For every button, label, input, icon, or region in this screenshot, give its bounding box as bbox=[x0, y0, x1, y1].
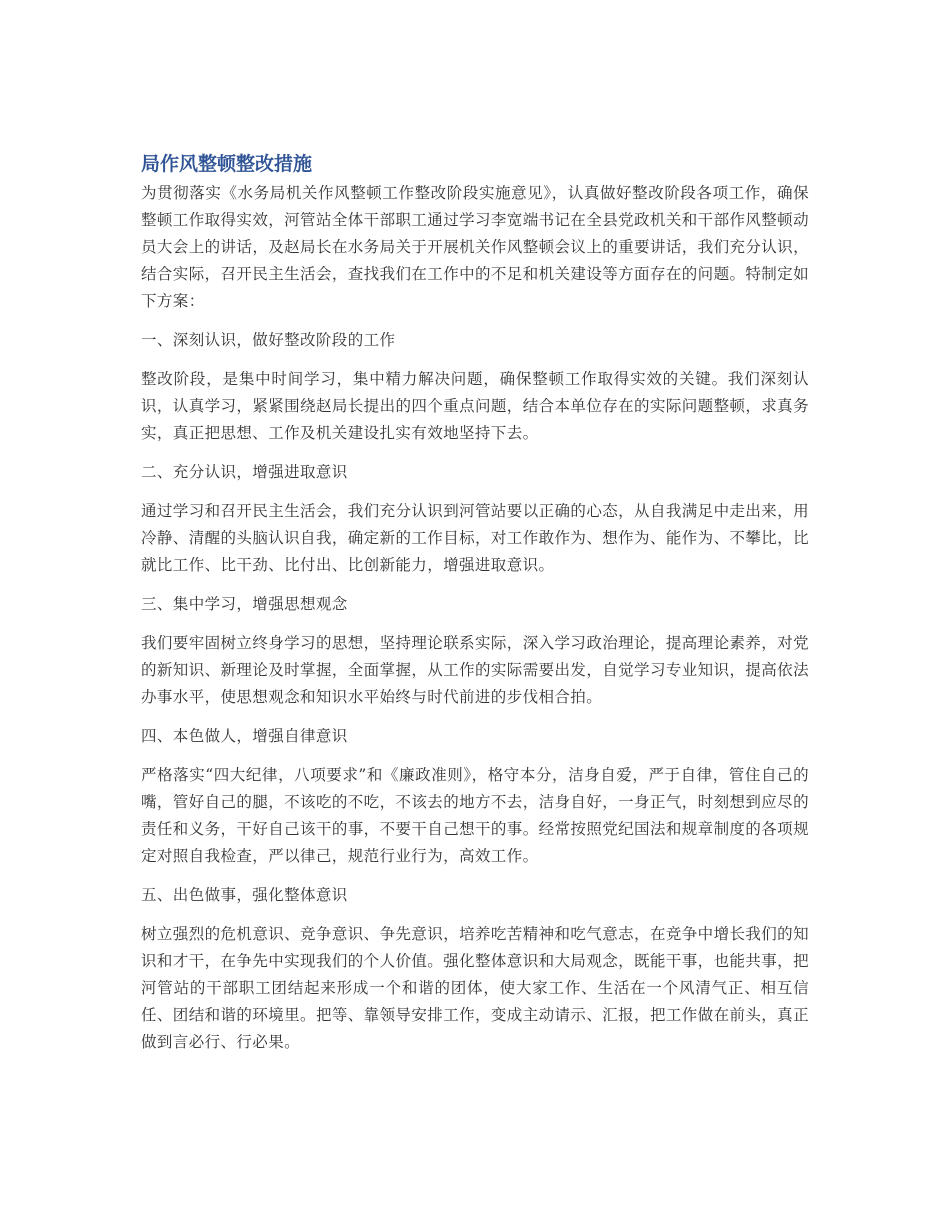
intro-paragraph: 为贯彻落实《水务局机关作风整顿工作整改阶段实施意见》，认真做好整改阶段各项工作，确保整顿工作取得实效，河管站全体干部职工通过学习李宽端书记在全县党政机关和干部作风整顿动员大会上的讲话，及赵局长在水务局关于开展机关作风整顿会议上的重要讲话，我们充分认识，结合实际，召开民主生活会，查找我们在工作中的不足和机关建设等方面存在的问题。特制定如下方案： bbox=[141, 184, 809, 310]
section-heading-1: 一、深刻认识，做好整改阶段的工作 bbox=[141, 331, 396, 349]
document-title: 局作风整顿整改措施 bbox=[141, 153, 313, 175]
document-page bbox=[141, 150, 809, 1056]
section-body-2: 通过学习和召开民主生活会，我们充分认识到河管站要以正确的心态，从自我满足中走出来，用冷静、清醒的头脑认识自我，确定新的工作目标，对工作敢作为、想作为、能作为、不攀比，比就比工作、比干劲、比付出、比创新能力，增强进取意识。 bbox=[141, 502, 809, 574]
section-heading-5: 五、出色做事，强化整体意识 bbox=[141, 886, 348, 904]
section-body-3: 我们要牢固树立终身学习的思想，坚持理论联系实际，深入学习政治理论，提高理论素养，对党的新知识、新理论及时掌握，全面掌握，从工作的实际需要出发，自觉学习专业知识，提高依法办事水平，使思想观念和知识水平始终与时代前进的步伐相合拍。 bbox=[141, 634, 809, 706]
section-heading-3: 三、集中学习，增强思想观念 bbox=[141, 595, 348, 613]
section-body-4: 严格落实“四大纪律，八项要求”和《廉政准则》，格守本分，洁身自爱，严于自律，管住自己的嘴，管好自己的腿，不该吃的不吃，不该去的地方不去，洁身自好，一身正气，时刻想到应尽的责任和义务，干好自己该干的事，不要干自己想干的事。经常按照党纪国法和规章制度的各项规定对照自我检查，严以律己，规范行业行为，高效工作。 bbox=[141, 766, 809, 865]
section-body-1: 整改阶段，是集中时间学习，集中精力解决问题，确保整顿工作取得实效的关键。我们深刻认识，认真学习，紧紧围绕赵局长提出的四个重点问题，结合本单位存在的实际问题整顿，求真务实，真正把思想、工作及机关建设扎实有效地坚持下去。 bbox=[141, 370, 809, 442]
section-heading-4: 四、本色做人，增强自律意识 bbox=[141, 727, 348, 745]
section-heading-2: 二、充分认识，增强进取意识 bbox=[141, 463, 348, 481]
section-body-5: 树立强烈的危机意识、竞争意识、争先意识，培养吃苦精神和吃气意志，在竞争中增长我们的知识和才干，在争先中实现我们的个人价值。强化整体意识和大局观念，既能干事，也能共事，把河管站的干部职工团结起来形成一个和谐的团体，使大家工作、生活在一个风清气正、相互信任、团结和谐的环境里。把等、靠领导安排工作，变成主动请示、汇报，把工作做在前头，真正做到言必行、行必果。 bbox=[141, 925, 809, 1051]
